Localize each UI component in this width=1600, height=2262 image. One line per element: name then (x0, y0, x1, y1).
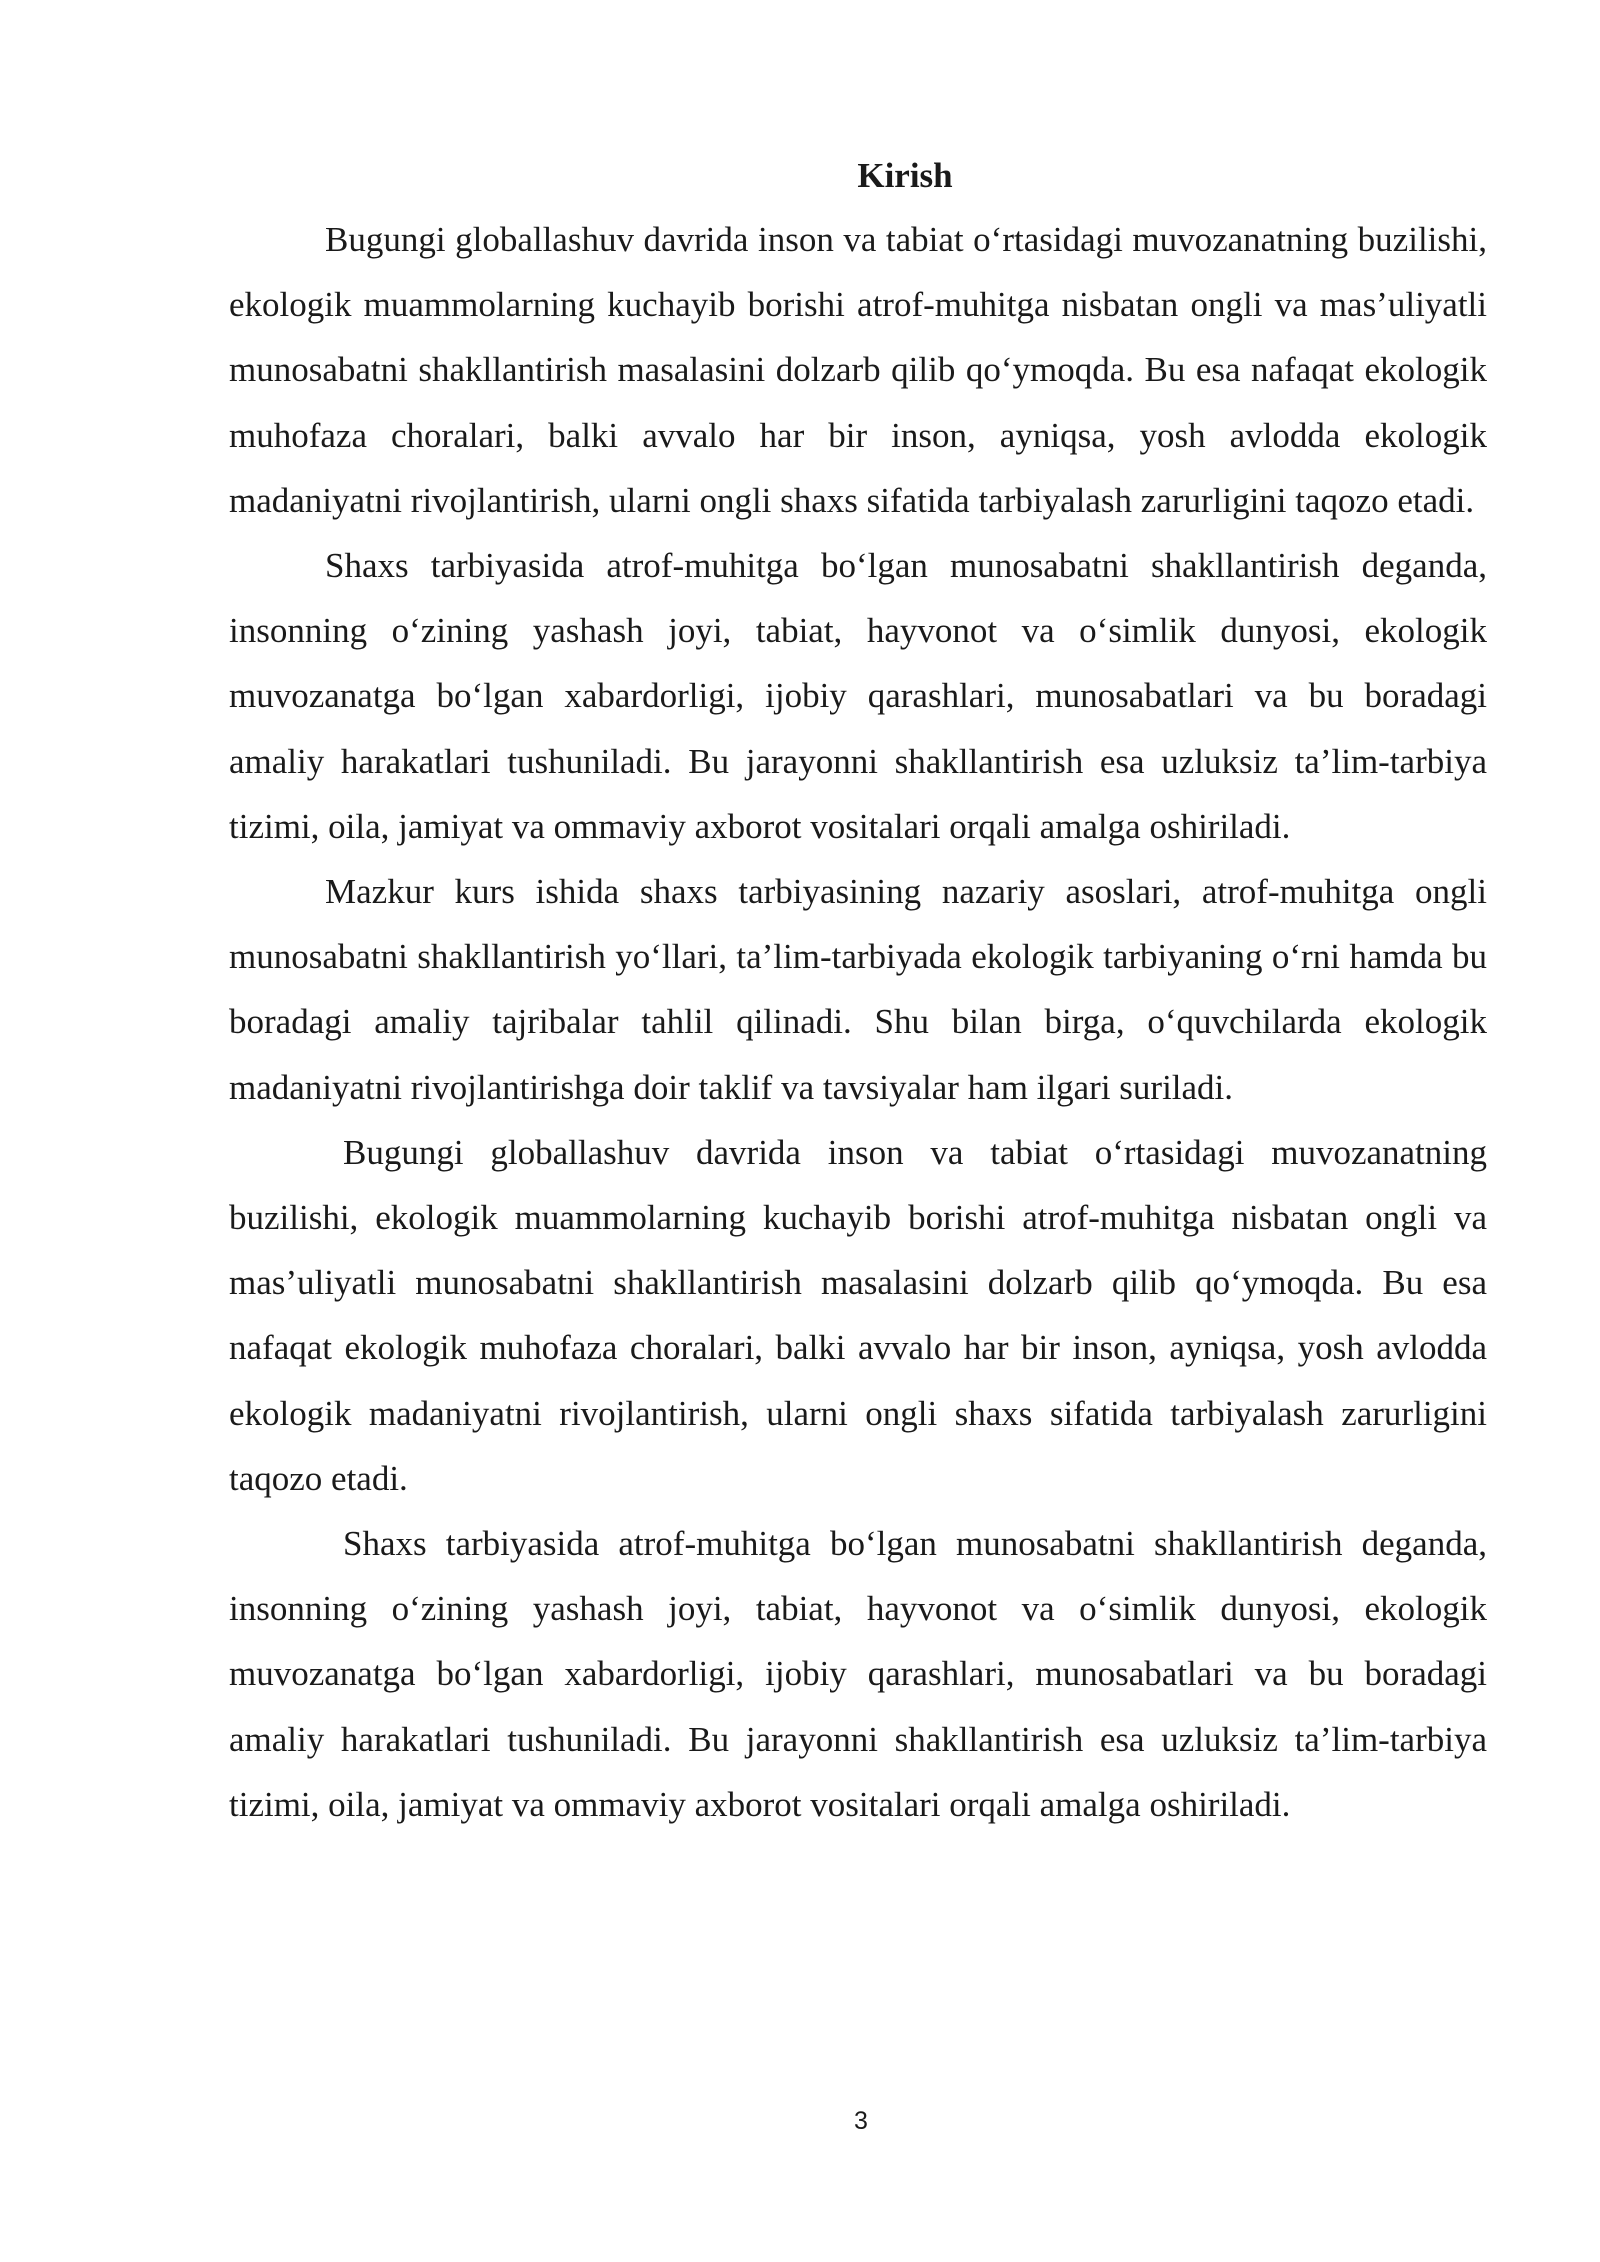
paragraph-1: Bugungi globallashuv davrida inson va tabiat o‘rtasidagi muvozanatning buzilishi, ekologik muammolarning kuchayib borishi atrof-muhitga nisbatan ongli va mas’uliyatli munosabatni shakllantirish masalasini dolzarb qilib qo‘ymoqda. Bu esa nafaqat ekologik muhofaza choralari, balki avvalo har bir inson, ayniqsa, yosh avlodda ekologik madaniyatni rivojlantirish, ularni ongli shaxs sifatida tarbiyalash zarurligini taqozo etadi. (229, 220, 1487, 520)
paragraph-3: Mazkur kurs ishida shaxs tarbiyasining nazariy asoslari, atrof-muhitga ongli munosabatni shakllantirish yo‘llari, ta’lim-tarbiyada ekologik tarbiyaning o‘rni hamda bu boradagi amaliy tajribalar tahlil qilinadi. Shu bilan birga, o‘quvchilarda ekologik madaniyatni rivojlantirishga doir taklif va tavsiyalar ham ilgari suriladi. (229, 872, 1487, 1107)
document-body (229, 207, 1487, 1837)
page-title: Kirish (857, 156, 953, 195)
paragraph-2: Shaxs tarbiyasida atrof-muhitga bo‘lgan munosabatni shakllantirish deganda, insonning o‘zining yashash joyi, tabiat, hayvonot va o‘simlik dunyosi, ekologik muvozanatga bo‘lgan xabardorligi, ijobiy qarashlari, munosabatlari va bu boradagi amaliy harakatlari tushuniladi. Bu jarayonni shakllantirish esa uzluksiz ta’lim-tarbiya tizimi, oila, jamiyat va ommaviy axborot vositalari orqali amalga oshiriladi. (229, 546, 1487, 846)
paragraph-4: Bugungi globallashuv davrida inson va tabiat o‘rtasidagi muvozanatning buzilishi, ekologik muammolarning kuchayib borishi atrof-muhitga nisbatan ongli va mas’uliyatli munosabatni shakllantirish masalasini dolzarb qilib qo‘ymoqda. Bu esa nafaqat ekologik muhofaza choralari, balki avvalo har bir inson, ayniqsa, yosh avlodda ekologik madaniyatni rivojlantirish, ularni ongli shaxs sifatida tarbiyalash zarurligini taqozo etadi. (229, 1132, 1487, 1498)
page-number: 3 (854, 2107, 868, 2135)
paragraph-5: Shaxs tarbiyasida atrof-muhitga bo‘lgan munosabatni shakllantirish deganda, insonning o‘zining yashash joyi, tabiat, hayvonot va o‘simlik dunyosi, ekologik muvozanatga bo‘lgan xabardorligi, ijobiy qarashlari, munosabatlari va bu boradagi amaliy harakatlari tushuniladi. Bu jarayonni shakllantirish esa uzluksiz ta’lim-tarbiya tizimi, oila, jamiyat va ommaviy axborot vositalari orqali amalga oshiriladi. (229, 1524, 1487, 1824)
